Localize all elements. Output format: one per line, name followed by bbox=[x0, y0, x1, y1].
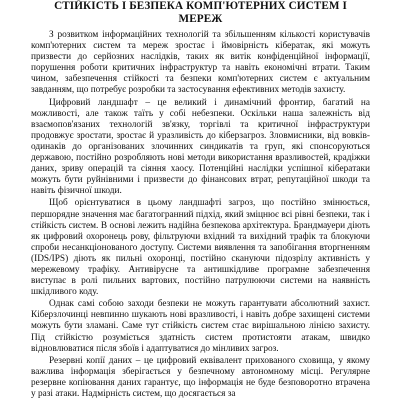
paragraph: З розвитком інформаційних технологій та збільшенням кількості користувачів комп'ютерних систем та мереж зростає і ймовірність кібератак, які можуть призвести до серйозних наслідків, таких як витік конфіденційної інформації, порушення роботи критичних інфраструктур та навіть економічні втрати. Таким чином, забезпечення стійкості та безпеки комп'ютерних систем є актуальним завданням, що потребує розробки та застосування ефективних методів захисту. bbox=[31, 30, 370, 96]
paragraph: Цифровий ландшафт – це великий і динамічний фронтир, багатий на можливості, але також таїть у собі небезпеки. Оскільки наша залежність від взаємопов'язаних технологій зв'язку, торгівлі та критичної інфраструктури продовжує зростати, зростає й уразливість до кіберзагроз. Зловмисники, від вовків-одинаків до організованих злочинних синдикатів та груп, які спонсоруються державою, постійно розробляють нові методи використання вразливостей, крадіжки даних, зриву операцій та сіяння хаосу. Потенційні наслідки успішної кібератаки можуть бути руйнівними і призвести до фінансових втрат, репутаційної шкоди та навіть фізичної шкоди. bbox=[31, 97, 370, 197]
document-body bbox=[31, 30, 370, 400]
document-title: СТІЙКІСТЬ І БЕЗПЕКА КОМП'ЮТЕРНИХ СИСТЕМ І МЕРЕЖ bbox=[54, 0, 347, 25]
paragraph: Щоб орієнтуватися в цьому ландшафті загроз, що постійно змінюється, першорядне значення має багатогранний підхід, який зміцнює всі рівні безпеки, так і стійкість систем. В основі лежить надійна безпекова архітектура. Брандмауери діють як цифровий охоронець рову, фільтруючи вхідний та вихідний трафік та блокуючи спроби несанкціонованого доступу. Системи виявлення та запобігання вторгненням (IDS/IPS) діють як пильні охоронці, постійно скануючи підозрілу активність у мережевому трафіку. Антивірусне та антишкідливе програмне забезпечення виступає в ролі пильних вартових, постійно патрулюючи системи на наявність шкідливого коду. bbox=[31, 198, 370, 298]
paragraph: Резервні копії даних – це цифровий еквівалент прихованого сховища, у якому важлива інформація зберігається у безпечному автономному місці. Регулярне резервне копіювання даних гарантує, що інформація не буде безповоротно втрачена у разі атаки. Надмірність систем, що досягається за bbox=[31, 355, 370, 399]
paragraph: Однак самі собою заходи безпеки не можуть гарантувати абсолютний захист. Кіберзлочинці невпинно шукають нові вразливості, і навіть добре захищені системи можуть бути зламані. Саме тут стійкість систем стає вирішальною лінією захисту. Під стійкістю розуміється здатність систем протистояти атакам, швидко відновлюватися після збоїв і адаптуватися до мінливих загроз. bbox=[31, 299, 370, 354]
